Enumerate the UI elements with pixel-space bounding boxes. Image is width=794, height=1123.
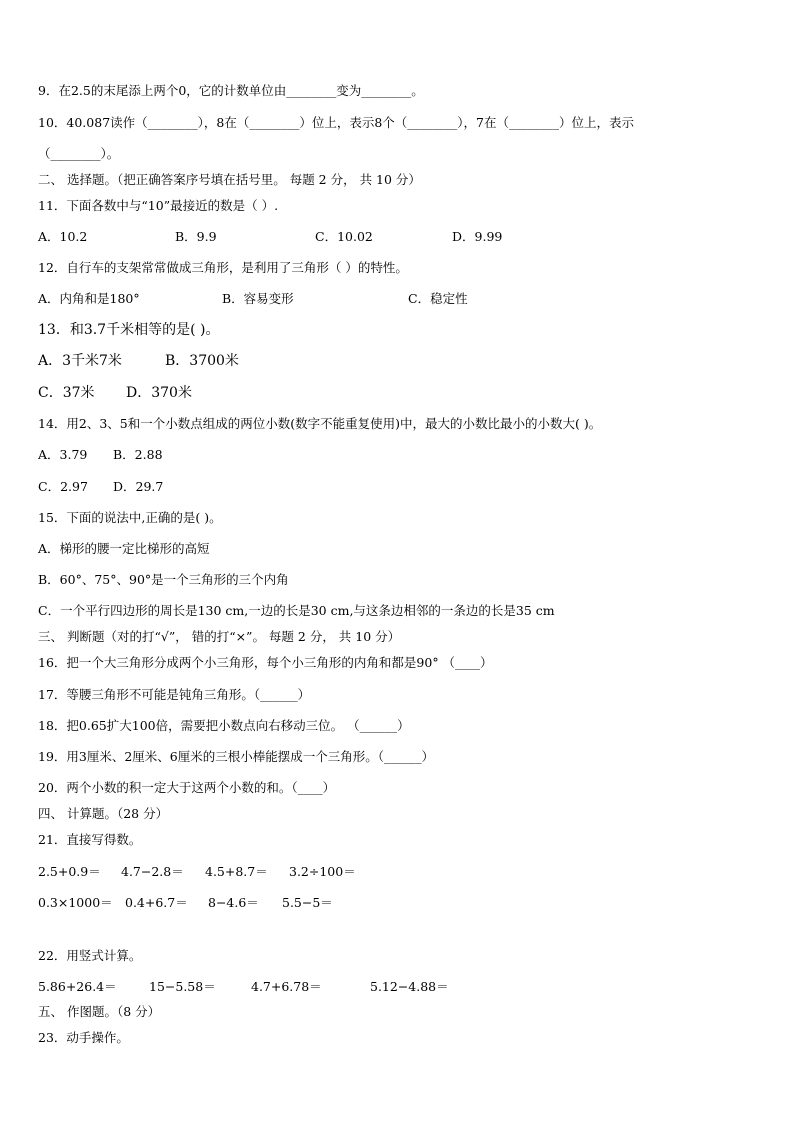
q11-option-d: D．9.99 — [452, 229, 503, 244]
q11-option-c: C．10.02 — [315, 229, 373, 244]
question-17: 17．等腰三角形不可能是钝角三角形。（______） — [38, 687, 311, 702]
section-3-heading: 三、 判断题（对的打“√”， 错的打“×”。 每题 2 分， 共 10 分） — [38, 629, 401, 644]
question-9: 9．在2.5的末尾添上两个0，它的计数单位由________变为________。 — [38, 83, 424, 98]
q21-item: 3.2÷100＝ — [289, 864, 356, 879]
question-16: 16．把一个大三角形分成两个小三角形，每个小三角形的内角和都是90° （____） — [38, 655, 493, 670]
q21-item: 2.5+0.9＝ — [38, 864, 101, 879]
q15-option-c: C．一个平行四边形的周长是130 cm,一边的长是30 cm,与这条边相邻的一条边的长是35 cm — [38, 603, 555, 618]
q22-item: 5.12−4.88＝ — [370, 979, 449, 994]
q21-item: 8−4.6＝ — [208, 895, 259, 910]
question-19: 19．用3厘米、2厘米、6厘米的三根小棒能摆成一个三角形。（______） — [38, 749, 435, 764]
question-21: 21．直接写得数。 — [38, 832, 142, 847]
section-5-heading: 五、 作图题。（8 分） — [38, 1004, 161, 1019]
q11-option-a: A．10.2 — [38, 229, 88, 244]
q22-item: 4.7+6.78＝ — [251, 979, 322, 994]
question-23: 23．动手操作。 — [38, 1030, 129, 1045]
q15-option-a: A．梯形的腰一定比梯形的高短 — [38, 541, 210, 556]
q13-option-b: B．3700米 — [165, 353, 239, 369]
q13-option-a: A．3千米7米 — [38, 353, 122, 369]
q21-item: 4.7−2.8＝ — [121, 864, 184, 879]
section-2-heading: 二、 选择题。（把正确答案序号填在括号里。 每题 2 分， 共 10 分） — [38, 172, 421, 187]
q13-option-d: D．370米 — [126, 385, 192, 401]
question-11-options — [38, 229, 502, 245]
q12-option-c: C．稳定性 — [408, 291, 468, 306]
q13-option-c: C．37米 — [38, 385, 95, 401]
q12-option-b: B．容易变形 — [222, 291, 294, 306]
question-10-continued: （________）。 — [38, 146, 120, 161]
q15-option-b: B．60°、75°、90°是一个三角形的三个内角 — [38, 572, 289, 587]
question-20: 20．两个小数的积一定大于这两个小数的和。（____） — [38, 780, 336, 795]
question-11: 11．下面各数中与“10”最接近的数是（ ）. — [38, 198, 279, 213]
q14-option-c: C．2.97 — [38, 479, 88, 494]
question-14-options-row2 — [38, 479, 163, 495]
q14-option-d: D．29.7 — [113, 479, 164, 494]
q21-item: 5.5−5＝ — [282, 895, 333, 910]
question-13-options-row1 — [38, 353, 239, 369]
question-14: 14．用2、3、5和一个小数点组成的两位小数(数字不能重复使用)中，最大的小数比最小的小数大( )。 — [38, 416, 602, 431]
question-12: 12．自行车的支架常常做成三角形，是利用了三角形（ ）的特性。 — [38, 260, 408, 275]
q21-row-2 — [38, 895, 333, 911]
q12-option-a: A．内角和是180° — [38, 291, 140, 306]
q22-item: 15−5.58＝ — [149, 979, 216, 994]
q21-item: 0.3×1000＝ — [38, 895, 113, 910]
q14-option-b: B．2.88 — [113, 447, 163, 462]
q11-option-b: B．9.9 — [175, 229, 217, 244]
question-13-options-row2 — [38, 385, 192, 401]
question-22: 22．用竖式计算。 — [38, 948, 142, 963]
question-10: 10．40.087读作（________），8在（________）位上，表示8个（________），7在（________）位上，表示 — [38, 115, 635, 130]
question-12-options — [38, 291, 468, 307]
question-14-options-row1 — [38, 447, 163, 463]
section-4-heading: 四、 计算题。（28 分） — [38, 806, 169, 821]
question-13: 13．和3.7千米相等的是( )。 — [38, 322, 220, 338]
q21-item: 4.5+8.7＝ — [205, 864, 268, 879]
q14-option-a: A．3.79 — [38, 447, 88, 462]
question-18: 18．把0.65扩大100倍，需要把小数点向右移动三位。 （______） — [38, 718, 410, 733]
q21-item: 0.4+6.7＝ — [125, 895, 188, 910]
q22-row — [38, 979, 449, 995]
q21-row-1 — [38, 864, 356, 880]
q22-item: 5.86+26.4＝ — [38, 979, 117, 994]
question-15: 15．下面的说法中,正确的是( )。 — [38, 510, 222, 525]
